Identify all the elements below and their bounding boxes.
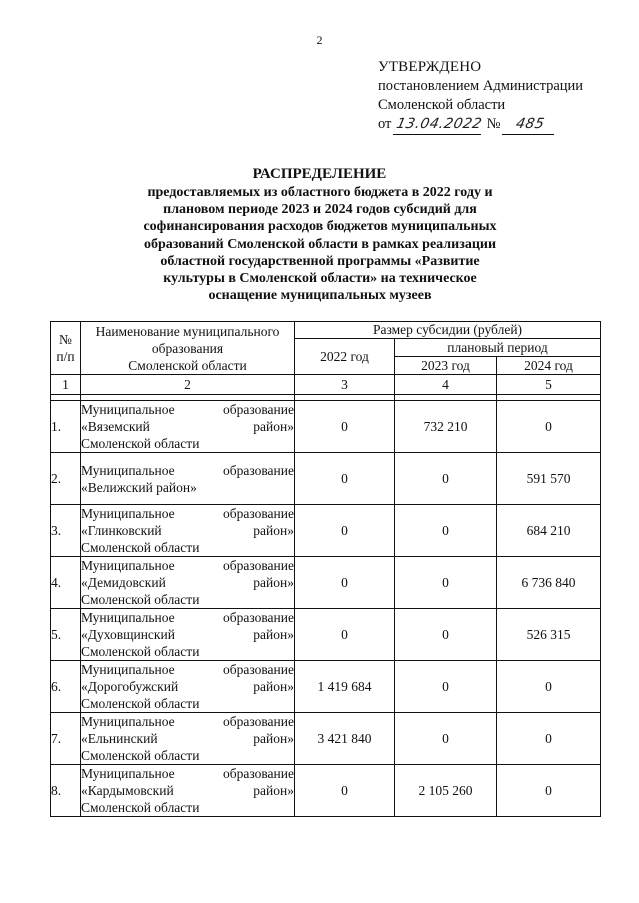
name-word: район» xyxy=(253,783,294,798)
number-prefix: № xyxy=(486,116,501,132)
name-word: район» xyxy=(253,575,294,590)
name-word: образование xyxy=(223,462,294,478)
table-row xyxy=(51,661,601,713)
subtitle-line: образований Смоленской области в рамках реализации xyxy=(143,236,497,252)
value-2022: 0 xyxy=(295,765,395,817)
header-name xyxy=(81,322,295,375)
name-word: район» xyxy=(253,627,294,642)
name-word: образование xyxy=(223,506,294,521)
header-name-line: образования xyxy=(151,340,224,356)
name-word: «Демидовский xyxy=(81,575,166,590)
subtitle-line: предоставляемых из областного бюджета в 2022 году и xyxy=(147,185,493,200)
header-name-line: Наименование муниципального xyxy=(95,323,280,339)
row-number: 2. xyxy=(51,453,81,505)
name-word: «Дорогобужский xyxy=(81,679,179,694)
approval-line: постановлением Администрации xyxy=(378,78,584,94)
value-2023: 0 xyxy=(395,557,497,609)
value-2024: 6 736 840 xyxy=(497,557,601,609)
value-2024: 591 570 xyxy=(497,453,601,505)
name-word: образование xyxy=(223,402,294,417)
header-planned-period: плановый период xyxy=(395,339,601,357)
name-line: Смоленской области xyxy=(81,540,200,555)
name-word: Муниципальное xyxy=(81,506,175,521)
name-word: Муниципальное xyxy=(81,662,175,677)
column-index: 2 xyxy=(81,375,295,395)
approval-date-line xyxy=(378,115,583,135)
header-num-line: п/п xyxy=(56,349,75,364)
name-word: район» xyxy=(253,679,294,694)
value-2022: 0 xyxy=(295,557,395,609)
row-number: 6. xyxy=(51,661,81,713)
row-name xyxy=(81,557,295,609)
row-number: 5. xyxy=(51,609,81,661)
value-2022: 1 419 684 xyxy=(295,661,395,713)
value-2022: 0 xyxy=(295,609,395,661)
name-word: «Кардымовский xyxy=(81,783,174,798)
row-number: 4. xyxy=(51,557,81,609)
subtitle-line: областной государственной программы «Развитие xyxy=(160,253,480,269)
name-line: Смоленской области xyxy=(81,800,200,815)
subtitle-line: оснащение муниципальных музеев xyxy=(208,288,432,304)
name-word: «Глинковский xyxy=(81,523,162,538)
handwritten-date: 13.04.2022 xyxy=(393,115,485,135)
value-2024: 526 315 xyxy=(497,609,601,661)
name-word: Муниципальное xyxy=(81,558,175,573)
column-index: 1 xyxy=(51,375,81,395)
table-row xyxy=(51,557,601,609)
name-line: Смоленской области xyxy=(81,748,200,763)
name-word: район» xyxy=(253,731,294,746)
value-2024: 0 xyxy=(497,765,601,817)
row-name xyxy=(81,401,295,453)
subsidy-table xyxy=(50,321,601,817)
value-2024: 0 xyxy=(497,401,601,453)
subtitle-line: плановом периоде 2023 и 2024 годов субсидий для xyxy=(163,202,477,218)
header-row xyxy=(51,322,601,339)
column-index: 4 xyxy=(395,375,497,395)
name-word: Муниципальное xyxy=(81,402,175,417)
name-word: образование xyxy=(223,558,294,573)
name-line: Смоленской области xyxy=(81,592,200,607)
table-row xyxy=(51,505,601,557)
row-number: 1. xyxy=(51,401,81,453)
name-word: район» xyxy=(253,523,294,538)
name-word: образование xyxy=(223,714,294,729)
name-word: образование xyxy=(223,610,294,625)
approval-line: Смоленской области xyxy=(378,97,506,113)
header-amount-title: Размер субсидии (рублей) xyxy=(295,322,601,339)
document-title: РАСПРЕДЕЛЕНИЕ xyxy=(252,166,387,182)
table-row xyxy=(51,713,601,765)
name-line: Смоленской области xyxy=(81,436,200,451)
value-2023: 732 210 xyxy=(395,401,497,453)
name-word: «Вяземский xyxy=(81,419,150,434)
name-word: Муниципальное xyxy=(81,610,175,625)
value-2023: 2 105 260 xyxy=(395,765,497,817)
header-year-2022: 2022 год xyxy=(295,339,395,375)
row-number: 8. xyxy=(51,765,81,817)
subtitle-line: софинансирования расходов бюджетов муниципальных xyxy=(143,219,497,235)
column-index-row xyxy=(51,375,601,395)
approval-title: УТВЕРЖДЕНО xyxy=(378,59,482,75)
name-word: Муниципальное xyxy=(81,462,175,478)
name-word: «Ельнинский xyxy=(81,731,158,746)
header-num xyxy=(51,322,81,375)
name-word: Муниципальное xyxy=(81,714,175,729)
row-name xyxy=(81,505,295,557)
header-year-2024: 2024 год xyxy=(497,357,601,375)
name-word: «Духовщинский xyxy=(81,627,175,642)
row-name xyxy=(81,661,295,713)
table-row xyxy=(51,453,601,505)
name-word: образование xyxy=(223,766,294,781)
header-name-line: Смоленской области xyxy=(128,357,247,373)
row-name xyxy=(81,765,295,817)
document-subtitle xyxy=(120,184,520,304)
row-name xyxy=(81,713,295,765)
table-row xyxy=(51,765,601,817)
value-2023: 0 xyxy=(395,505,497,557)
page-number: 2 xyxy=(316,33,323,47)
approval-block xyxy=(378,58,583,135)
column-index: 5 xyxy=(497,375,601,395)
value-2022: 0 xyxy=(295,453,395,505)
name-word: Муниципальное xyxy=(81,766,175,781)
column-index: 3 xyxy=(295,375,395,395)
value-2023: 0 xyxy=(395,453,497,505)
name-line: «Велижский район» xyxy=(81,479,197,495)
value-2022: 0 xyxy=(295,505,395,557)
value-2023: 0 xyxy=(395,609,497,661)
value-2024: 0 xyxy=(497,713,601,765)
value-2023: 0 xyxy=(395,713,497,765)
row-number: 3. xyxy=(51,505,81,557)
date-prefix: от xyxy=(378,116,392,132)
row-name xyxy=(81,453,295,505)
header-num-line: № xyxy=(59,332,72,347)
value-2024: 0 xyxy=(497,661,601,713)
name-line: Смоленской области xyxy=(81,644,200,659)
handwritten-number: 485 xyxy=(502,115,558,135)
name-word: образование xyxy=(223,662,294,677)
row-name xyxy=(81,609,295,661)
value-2022: 0 xyxy=(295,401,395,453)
value-2023: 0 xyxy=(395,661,497,713)
name-line: Смоленской области xyxy=(81,696,200,711)
subtitle-line: культуры в Смоленской области» на техническое xyxy=(163,271,477,287)
table-row xyxy=(51,401,601,453)
value-2024: 684 210 xyxy=(497,505,601,557)
row-number: 7. xyxy=(51,713,81,765)
value-2022: 3 421 840 xyxy=(295,713,395,765)
name-word: район» xyxy=(253,419,294,434)
table-row xyxy=(51,609,601,661)
header-year-2023: 2023 год xyxy=(395,357,497,375)
